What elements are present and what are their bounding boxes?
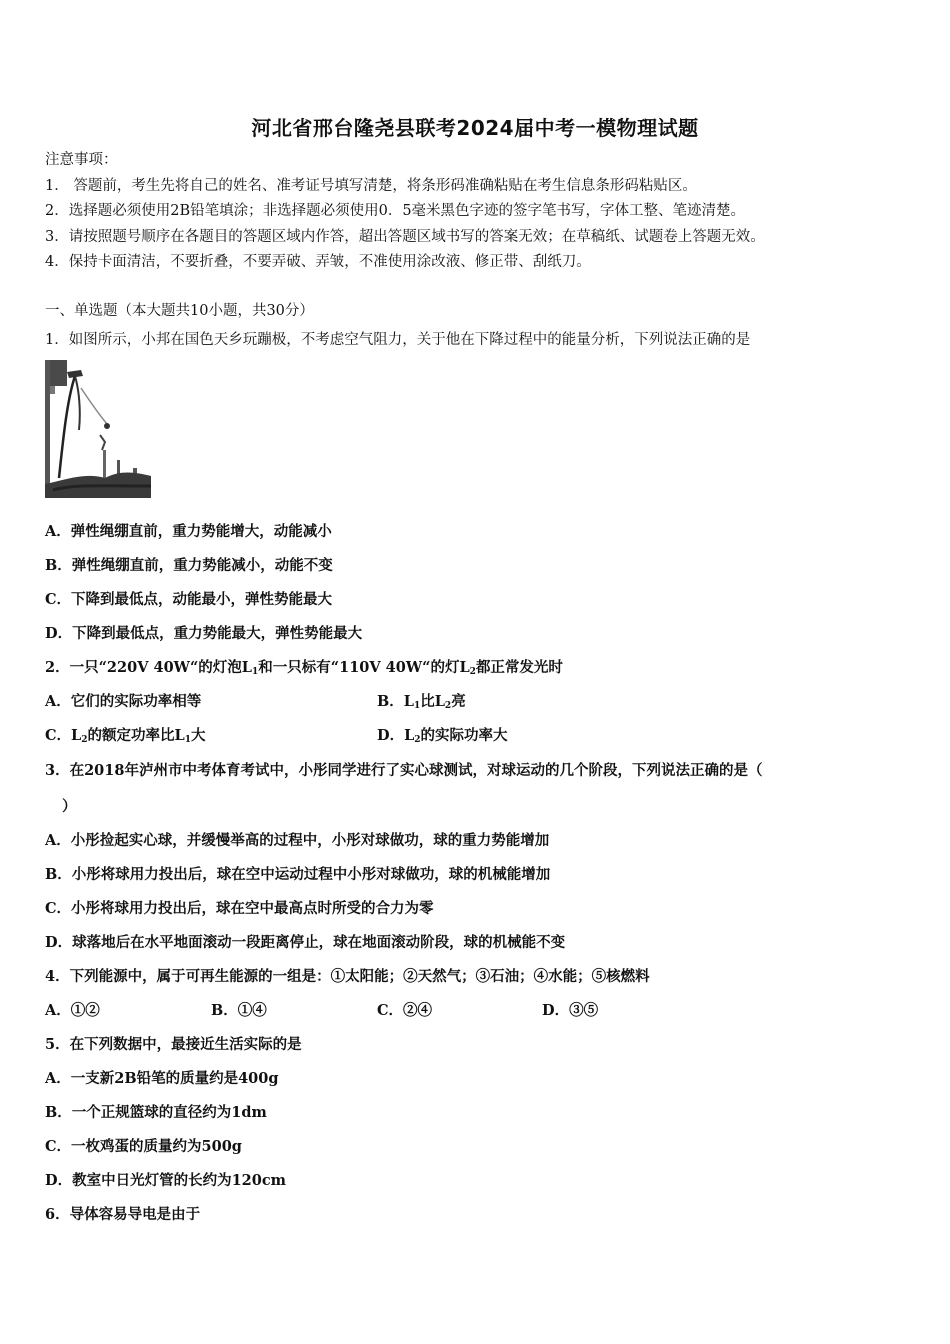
question-3-option-a: A．小彤捡起实心球，并缓慢举高的过程中，小彤对球做功，球的重力势能增加 xyxy=(45,832,550,849)
stem-text: 都正常发光时 xyxy=(475,659,563,676)
option-text: 比L xyxy=(420,693,445,710)
stem-text: 2．一只“220V 40W“的灯泡L xyxy=(45,659,252,676)
subscript: 1 xyxy=(413,701,421,711)
notice-item: 3．请按照题号顺序在各题目的答题区域内作答，超出答题区域书写的答案无效；在草稿纸、试题卷上答题无效。 xyxy=(45,229,765,245)
question-2-option-a: A．它们的实际功率相等 xyxy=(45,693,202,710)
option-text: C．L xyxy=(45,727,82,744)
question-5-option-b: B．一个正规篮球的直径约为1dm xyxy=(45,1104,267,1121)
question-6-stem: 6．导体容易导电是由于 xyxy=(45,1206,201,1223)
question-2-option-b xyxy=(377,692,466,716)
option-text: 亮 xyxy=(451,693,466,710)
question-2-stem xyxy=(45,658,563,682)
question-4-option-a: A．①② xyxy=(45,1002,100,1019)
subscript: 1 xyxy=(184,735,191,745)
section-heading: 一、单选题（本大题共10小题，共30分） xyxy=(45,303,314,319)
bungee-jumping-figure xyxy=(45,360,151,498)
option-text: D．L xyxy=(377,727,415,744)
notice-item: 1． 答题前，考生先将自己的姓名、准考证号填写清楚，将条形码准确粘贴在考生信息条形码粘贴区。 xyxy=(45,178,697,194)
question-4-option-b: B．①④ xyxy=(211,1002,267,1019)
question-1-option-b: B．弹性绳绷直前，重力势能减小，动能不变 xyxy=(45,557,333,574)
question-3-option-d: D．球落地后在水平地面滚动一段距离停止，球在地面滚动阶段，球的机械能不变 xyxy=(45,934,566,951)
question-5-option-c: C．一枚鸡蛋的质量约为500g xyxy=(45,1138,242,1155)
subscript: 2 xyxy=(469,667,476,677)
question-2-option-d xyxy=(377,726,508,750)
page-title: 河北省邢台隆尧县联考2024届中考一模物理试题 xyxy=(251,116,699,140)
question-1-stem: 1．如图所示，小邦在国色天乡玩蹦极，不考虑空气阻力，关于他在下降过程中的能量分析，下列说法正确的是 xyxy=(45,332,751,348)
notice-item: 4．保持卡面清洁，不要折叠，不要弄破、弄皱，不准使用涂改液、修正带、刮纸刀。 xyxy=(45,254,591,270)
subscript: 1 xyxy=(252,667,259,677)
question-3-stem: 3．在2018年泸州市中考体育考试中，小彤同学进行了实心球测试，对球运动的几个阶段，下列说法正确的是（ xyxy=(45,762,763,779)
subscript: 2 xyxy=(81,735,88,745)
question-1-option-d: D．下降到最低点，重力势能最大，弹性势能最大 xyxy=(45,625,363,642)
question-1-option-a: A．弹性绳绷直前，重力势能增大，动能减小 xyxy=(45,523,332,540)
question-3-option-c: C．小彤将球用力投出后，球在空中最高点时所受的合力为零 xyxy=(45,900,434,917)
subscript: 2 xyxy=(414,735,421,745)
notice-heading: 注意事项： xyxy=(45,152,118,168)
question-5-option-a: A．一支新2B铅笔的质量约是400g xyxy=(45,1070,279,1087)
option-text: 的实际功率大 xyxy=(420,727,508,744)
question-4-option-d: D．③⑤ xyxy=(542,1002,599,1019)
question-1-option-c: C．下降到最低点，动能最小，弹性势能最大 xyxy=(45,591,333,608)
question-4-option-c: C．②④ xyxy=(377,1002,433,1019)
subscript: 2 xyxy=(444,701,452,711)
option-text: B．L xyxy=(377,693,414,710)
question-2-option-c xyxy=(45,726,205,750)
question-5-stem: 5．在下列数据中，最接近生活实际的是 xyxy=(45,1036,302,1053)
question-4-stem: 4．下列能源中，属于可再生能源的一组是：①太阳能；②天然气；③石油；④水能；⑤核燃料 xyxy=(45,968,650,985)
option-text: 大 xyxy=(190,727,206,744)
notice-item: 2．选择题必须使用2B铅笔填涂；非选择题必须使用0．5毫米黑色字迹的签字笔书写，字体工整、笔迹清楚。 xyxy=(45,203,746,219)
question-5-option-d: D．教室中日光灯管的长约为120cm xyxy=(45,1172,287,1189)
option-text: 的额定功率比L xyxy=(87,727,185,744)
question-3-option-b: B．小彤将球用力投出后，球在空中运动过程中小彤对球做功，球的机械能增加 xyxy=(45,866,551,883)
stem-text: 和一只标有“110V 40W“的灯L xyxy=(258,659,470,676)
question-3-stem-end: ） xyxy=(62,798,77,815)
